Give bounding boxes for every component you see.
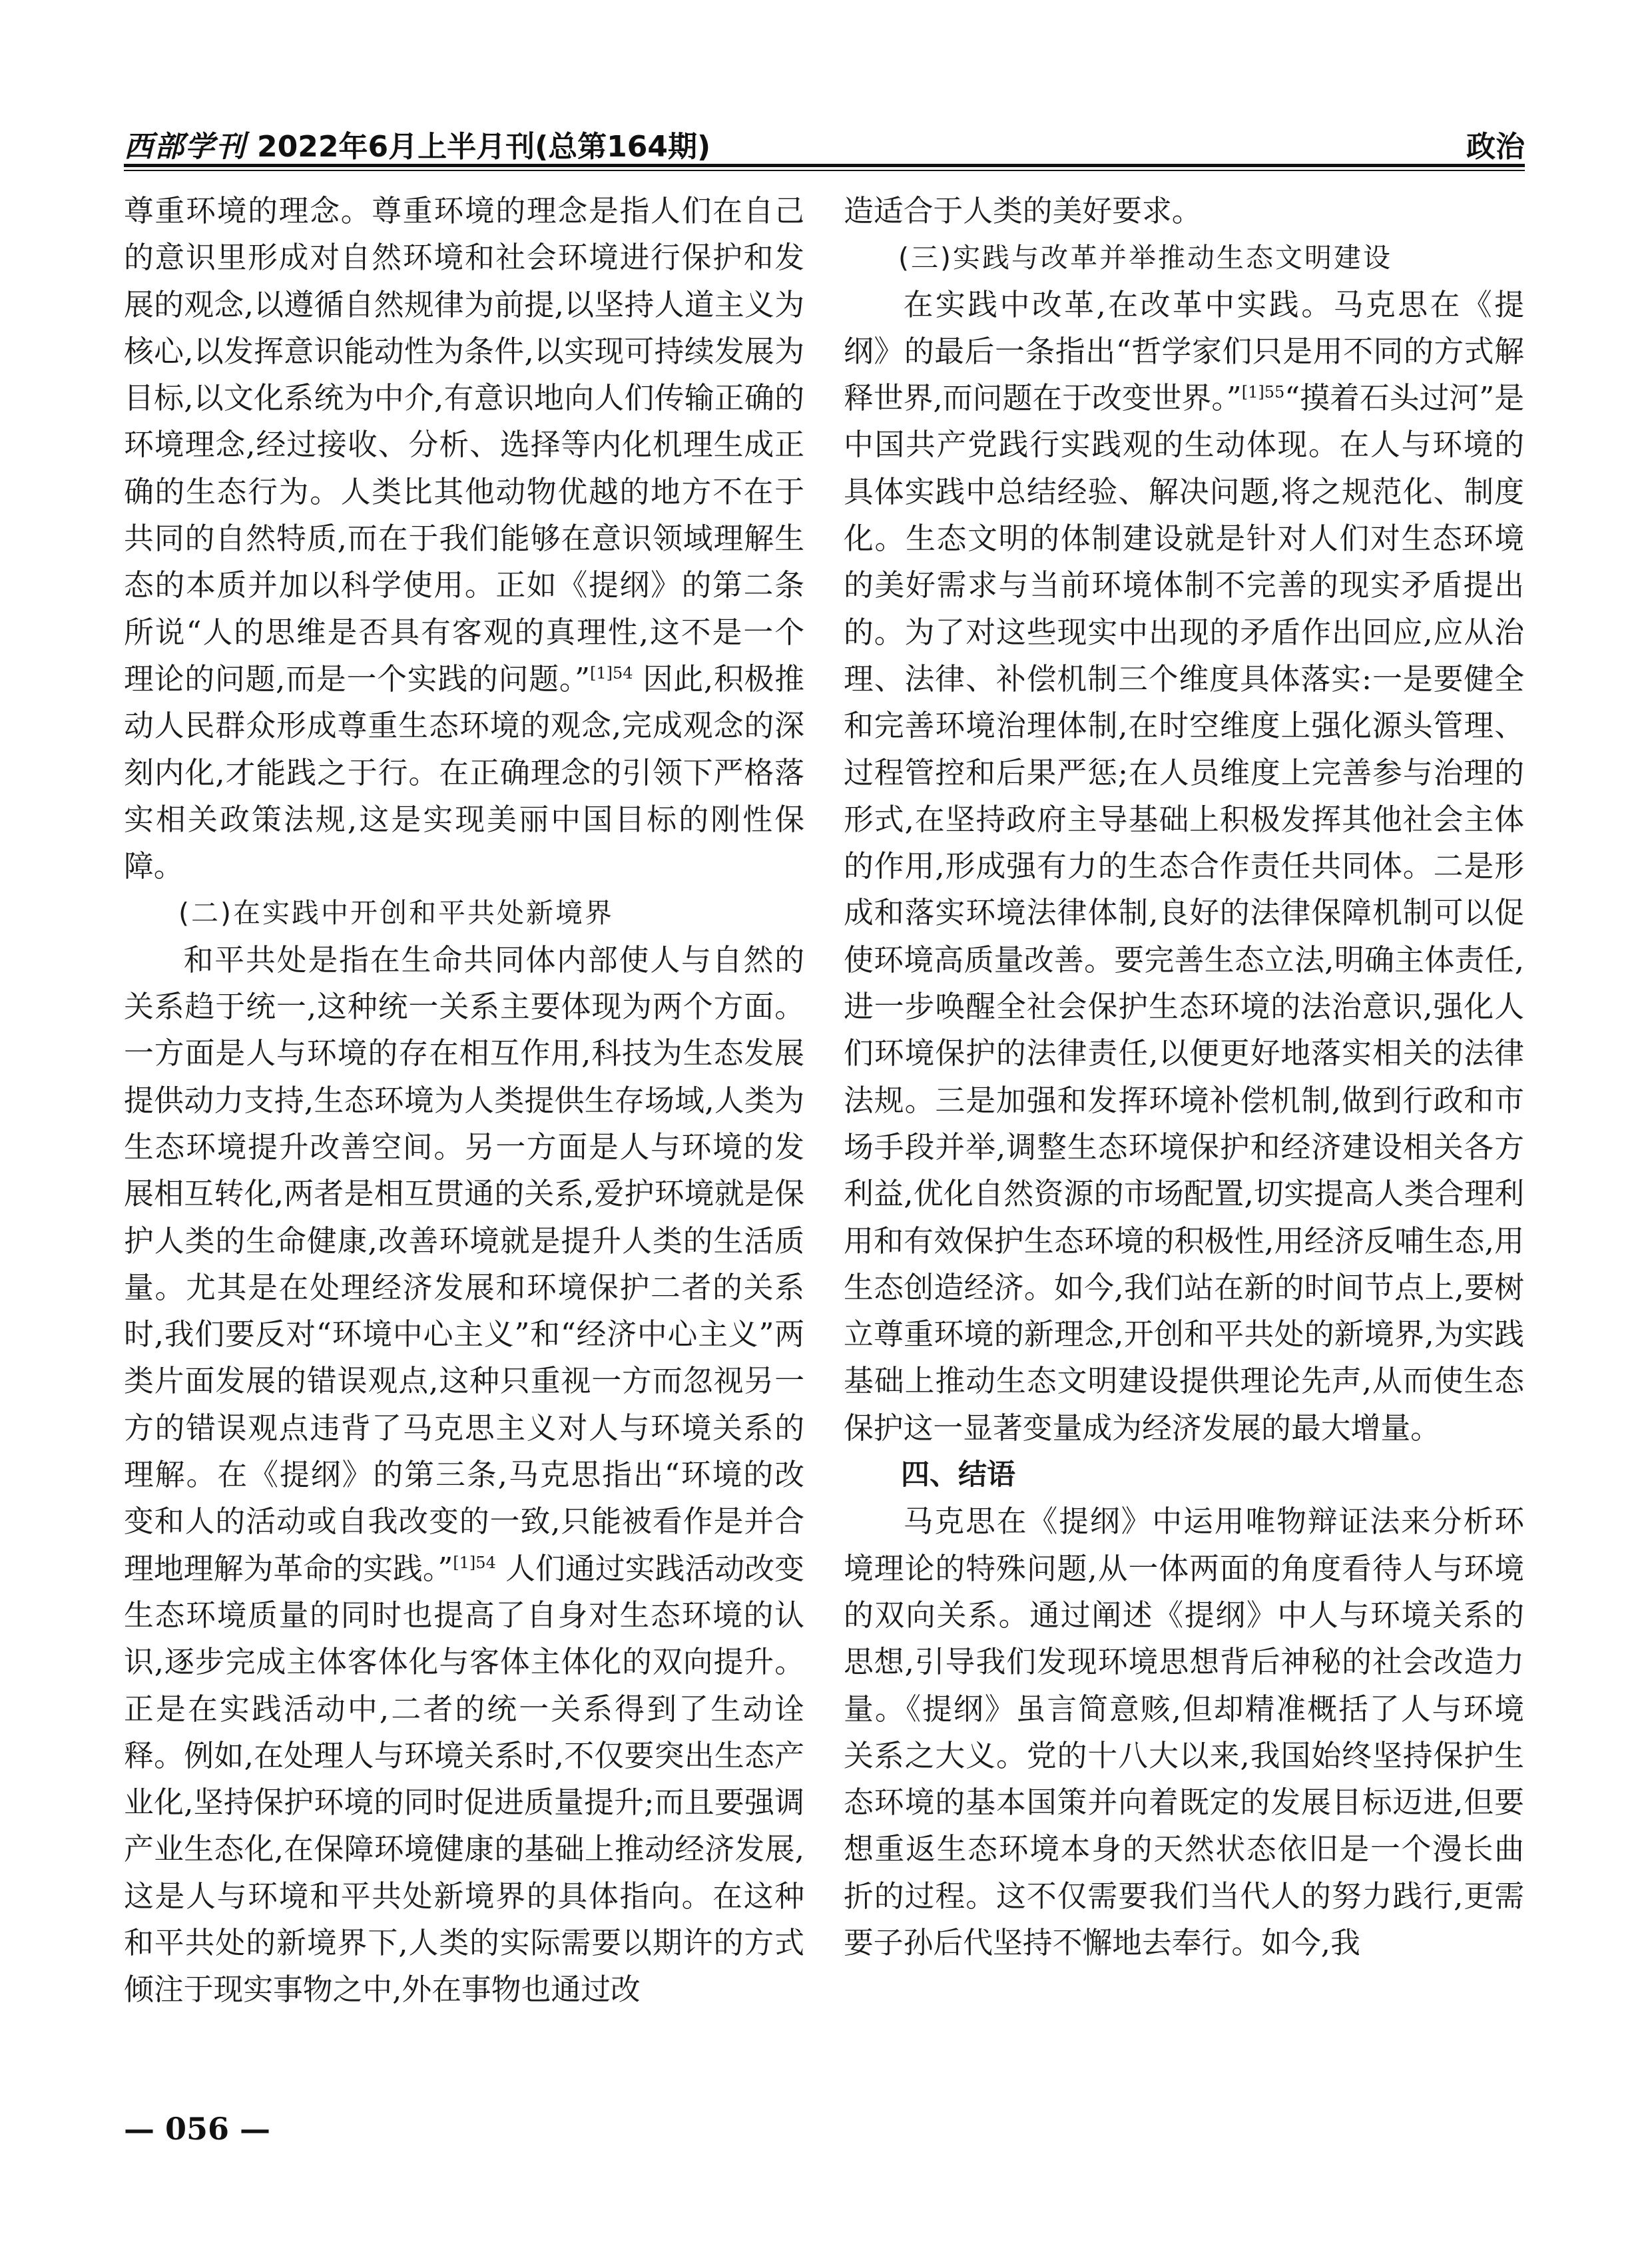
paragraph-text: 在实践中改革,在改革中实践。马克思在《提纲》的最后一条指出“哲学家们只是用不同的方式解释世界,而问题在于改变世界。” <box>844 286 1524 416</box>
paragraph-text: 尊重环境的理念。尊重环境的理念是指人们在自己的意识里形成对自然环境和社会环境进行保护和发展的观念,以遵循自然规律为前提,以坚持人道主义为核心,以发挥意识能动性为条件,以实现可持续发展为目标,以文化系统为中介,有意识地向人们传输正确的环境理念,经过接收、分析、选择等内化机理生成正确的生态行为。人类比其他动物优越的地方不在于共同的自然特质,而在于我们能够在意识领域理解生态的本质并加以科学使用。正如《提纲》的第二条所说“人的思维是否具有客观的真理性,这不是一个理论的问题,而是一个实践的问题。” <box>124 193 804 697</box>
left-column <box>124 188 804 2014</box>
paragraph: 马克思在《提纲》中运用唯物辩证法来分析环境理论的特殊问题,从一体两面的角度看待人与环境的双向关系。通过阐述《提纲》中人与环境关系的思想,引导我们发现环境思想背后神秘的社会改造力量。《提纲》虽言简意赅,但却精准概括了人与环境关系之大义。党的十八大以来,我国始终坚持保护生态环境的基本国策并向着既定的发展目标迈进,但要想重返生态环境本身的天然状态依旧是一个漫长曲折的过程。这不仅需要我们当代人的努力践行,更需要子孙后代坚持不懈地去奉行。如今,我 <box>844 1504 1524 1960</box>
paragraph <box>124 937 804 2014</box>
subsection-heading: (二)在实践中开创和平共处新境界 <box>178 897 614 930</box>
section-name: 政治 <box>1466 130 1525 164</box>
section-heading: 四、结语 <box>901 1458 1015 1492</box>
paragraph-text: 因此,积极推动人民群众形成尊重生态环境的观念,完成观念的深刻内化,才能践之于行。在正确理念的引领下严格落实相关政策法规,这是实现美丽中国目标的刚性保障。 <box>124 661 804 884</box>
paragraph-text: 和平共处是指在生命共同体内部使人与自然的关系趋于统一,这种统一关系主要体现为两个方面。一方面是人与环境的存在相互作用,科技为生态发展提供动力支持,生态环境为人类提供生存场域,人类为生态环境提升改善空间。另一方面是人与环境的发展相互转化,两者是相互贯通的关系,爱护环境就是保护人类的生命健康,改善环境就是提升人类的生活质量。尤其是在处理经济发展和环境保护二者的关系时,我们要反对“环境中心主义”和“经济中心主义”两类片面发展的错误观点,这种只重视一方而忽视另一方的错误观点违背了马克思主义对人与环境关系的理解。在《提纲》的第三条,马克思指出“环境的改变和人的活动或自我改变的一致,只能被看作是并合理地理解为革命的实践。” <box>124 942 804 1586</box>
header-rule-thick <box>124 164 1525 167</box>
header-rule-thin <box>124 170 1525 171</box>
issue-info: 2022年6月上半月刊(总第164期) <box>257 130 711 164</box>
page-number: — 056 — <box>124 2111 271 2147</box>
paragraph-text: 人们通过实践活动改变生态环境质量的同时也提高了自身对生态环境的认识,逐步完成主体客体化与客体主体化的双向提升。正是在实践活动中,二者的统一关系得到了生动诠释。例如,在处理人与环境关系时,不仅要突出生态产业化,坚持保护环境的同时促进质量提升;而且要强调产业生态化,在保障环境健康的基础上推动经济发展,这是人与环境和平共处新境界的具体指向。在这种和平共处的新境界下,人类的实际需要以期许的方式倾注于现实事物之中,外在事物也通过改 <box>124 1550 804 2008</box>
citation: [1]54 <box>453 1553 496 1572</box>
paragraph: 造适合于人类的美好要求。 <box>844 193 1202 228</box>
running-header <box>124 119 1525 164</box>
journal-logo: 西部学刊 <box>124 130 246 164</box>
citation: [1]54 <box>590 664 633 683</box>
paragraph-text: “摸着石头过河”是中国共产党践行实践观的生动体现。在人与环境的具体实践中总结经验、解决问题,将之规范化、制度化。生态文明的体制建设就是针对人们对生态环境的美好需求与当前环境体制不完善的现实矛盾提出的。为了对这些现实中出现的矛盾作出回应,应从治理、法律、补偿机制三个维度具体落实:一是要健全和完善环境治理体制,在时空维度上强化源头管理、过程管控和后果严惩;在人员维度上完善参与治理的形式,在坚持政府主导基础上积极发挥其他社会主体的作用,形成强有力的生态合作责任共同体。二是形成和落实环境法律体制,良好的法律保障机制可以促使环境高质量改善。要完善生态立法,明确主体责任,进一步唤醒全社会保护生态环境的法治意识,强化人们环境保护的法律责任,以便更好地落实相关的法律法规。三是加强和发挥环境补偿机制,做到行政和市场手段并举,调整生态环境保护和经济建设相关各方利益,优化自然资源的市场配置,切实提高人类合理利用和有效保护生态环境的积极性,用经济反哺生态,用生态创造经济。如今,我们站在新的时间节点上,要树立尊重环境的新理念,开创和平共处的新境界,为实践基础上推动生态文明建设提供理论先声,从而使生态保护这一显著变量成为经济发展的最大增量。 <box>844 380 1524 1446</box>
paragraph <box>124 188 804 890</box>
right-column <box>844 188 1524 1966</box>
subsection-heading: (三)实践与改革并举推动生态文明建设 <box>898 242 1392 274</box>
citation: [1]55 <box>1241 383 1285 402</box>
paragraph <box>844 282 1524 1452</box>
